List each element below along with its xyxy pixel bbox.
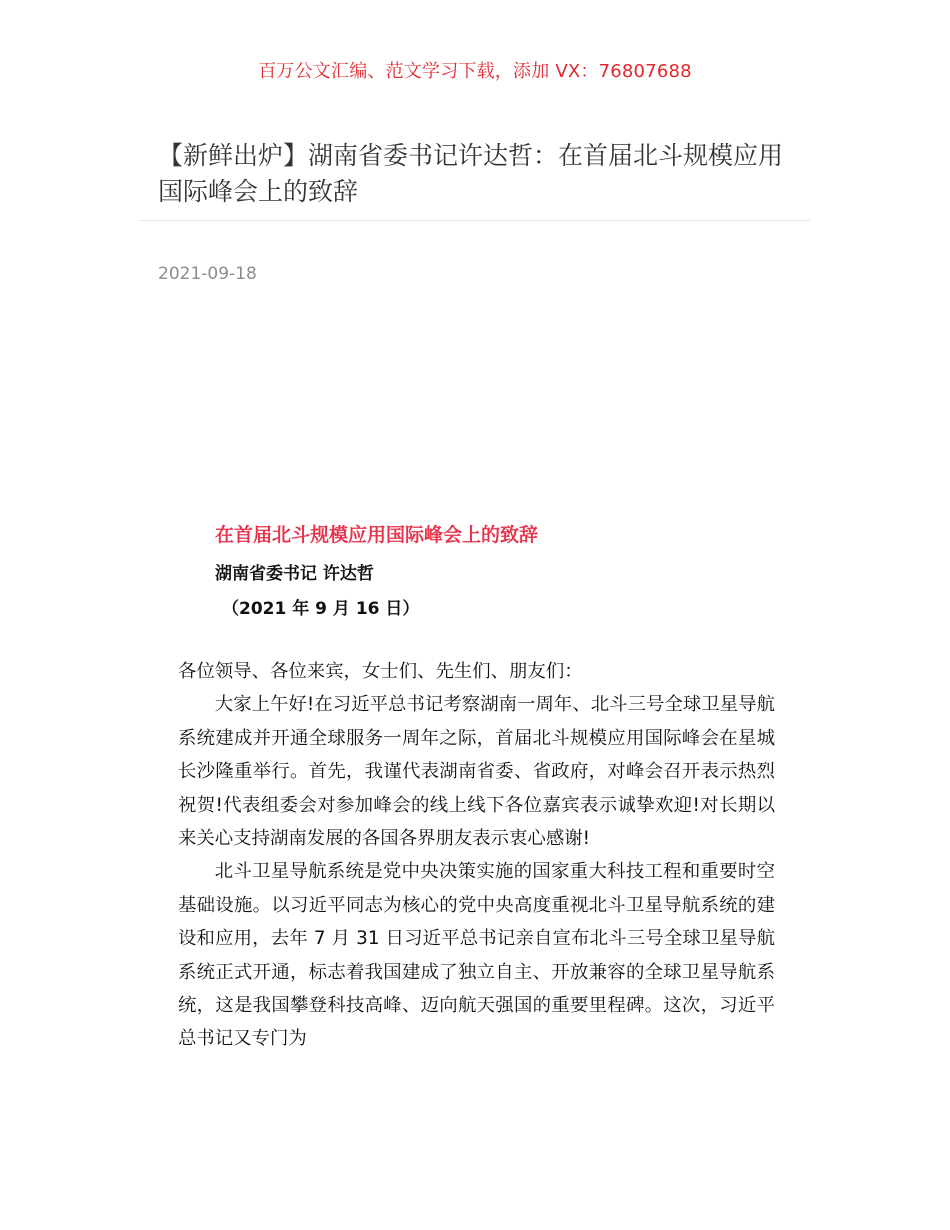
speech-author: 湖南省委书记 许达哲 bbox=[215, 564, 374, 584]
speech-heading: 在首届北斗规模应用国际峰会上的致辞 bbox=[215, 524, 539, 546]
title-divider bbox=[140, 220, 810, 221]
speech-date: （2021 年 9 月 16 日） bbox=[222, 599, 420, 619]
publish-date: 2021-09-18 bbox=[158, 264, 257, 284]
speech-body bbox=[178, 655, 775, 1056]
speech-greeting: 各位领导、各位来宾，女士们、先生们、朋友们： bbox=[178, 661, 583, 682]
speech-paragraph: 大家上午好!在习近平总书记考察湖南一周年、北斗三号全球卫星导航系统建成并开通全球服务一周年之际，首届北斗规模应用国际峰会在星城长沙隆重举行。首先，我谨代表湖南省委、省政府，对峰会召开表示热烈祝贺!代表组委会对参加峰会的线上线下各位嘉宾表示诚挚欢迎!对长期以来关心支持湖南发展的各国各界朋友表示衷心感谢! bbox=[178, 694, 775, 850]
article-title: 【新鲜出炉】湖南省委书记许达哲：在首届北斗规模应用国际峰会上的致辞 bbox=[158, 141, 784, 206]
speech-paragraph: 北斗卫星导航系统是党中央决策实施的国家重大科技工程和重要时空基础设施。以习近平同志为核心的党中央高度重视北斗卫星导航系统的建设和应用，去年 7 月 31 日习近平总书记亲自宣布北斗三号全球卫星导航系统正式开通，标志着我国建成了独立自主、开放兼容的全球卫星导航系统，这是我国攀登科技高峰、迈向航天强国的重要里程碑。这次，习近平总书记又专门为 bbox=[178, 861, 775, 1050]
header-banner: 百万公文汇编、范文学习下载，添加 VX：76807688 bbox=[258, 61, 692, 82]
